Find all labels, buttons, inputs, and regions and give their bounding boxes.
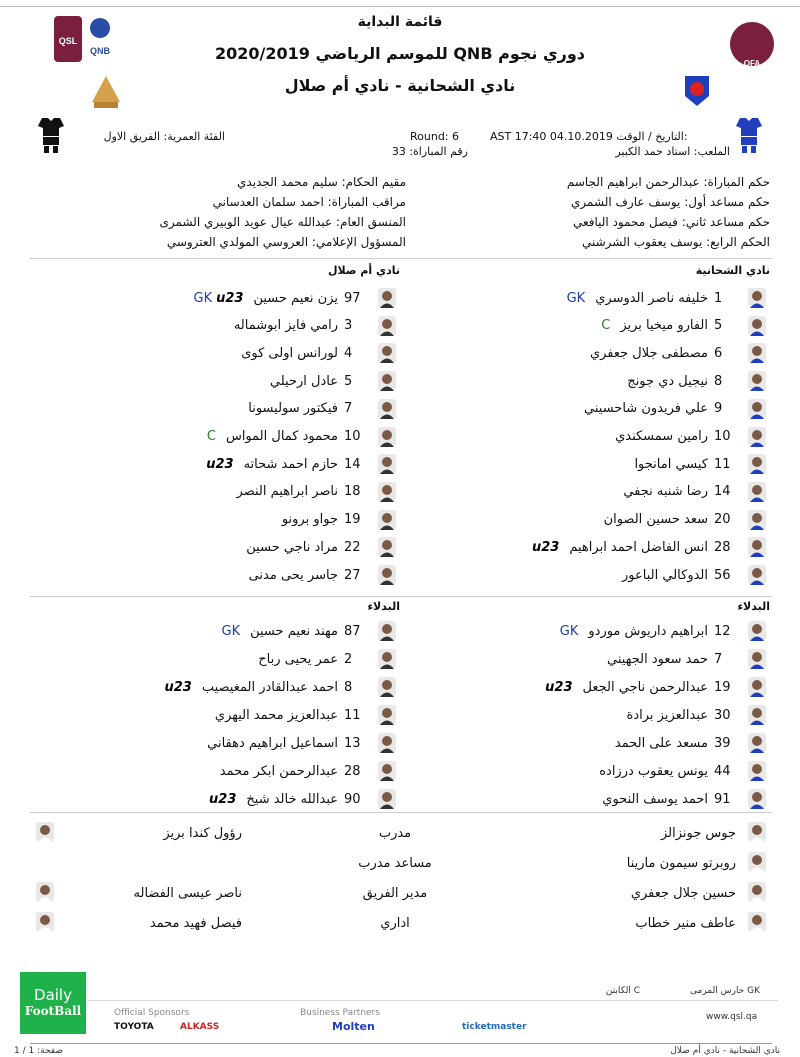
staff-role: مدرب (378, 826, 412, 841)
player-name: عبدالعزيز برادة (626, 707, 708, 723)
player-name: يونس يعقوب درزاده (599, 763, 708, 779)
player-photo (748, 371, 766, 391)
gk-tag: GK (559, 623, 579, 639)
player-photo (748, 288, 766, 308)
home-kit-icon (736, 116, 762, 154)
home-staff-name: روبرتو سيمون مارينا (626, 856, 736, 871)
player-row (601, 649, 766, 669)
player-name: احمد عبدالقادر المغيصيب (201, 679, 338, 695)
player-photo (378, 677, 396, 697)
away-staff-name: ناصر عيسى الفضاله (133, 886, 242, 901)
player-name: اسماعيل ابراهيم دهقاني (207, 735, 338, 751)
player-number: 19 (714, 679, 731, 695)
player-number: 90 (344, 791, 361, 807)
u23-tag: u23 (164, 679, 192, 695)
player-name: ناصر ابراهيم النصر (236, 484, 338, 500)
home-staff-name: جوس جونزالز (660, 826, 736, 841)
home-subs-header: البدلاء (737, 600, 770, 613)
player-photo (378, 288, 396, 308)
player-name: رامي فايز ابوشماله (233, 318, 338, 334)
player-number: 44 (714, 763, 731, 779)
player-number: 7 (714, 651, 723, 667)
home-team-header: نادي الشحانية (695, 264, 770, 277)
player-name: مصطفى جلال جعفري (589, 345, 708, 361)
staff-photo (748, 852, 766, 872)
home-staff-name: حسين جلال جعفري (630, 886, 736, 901)
player-name: عبدالعزيز محمد اليهري (214, 707, 338, 723)
player-photo (378, 510, 396, 530)
match-number: رقم المباراة: 33 (391, 145, 468, 158)
player-row (209, 705, 396, 725)
player-number: 27 (344, 567, 361, 583)
staff-photo (36, 822, 54, 842)
match-title: نادي الشحانية - نادي أم صلال (284, 76, 516, 95)
player-photo (748, 482, 766, 502)
player-name: الدوكالي الباعور (622, 567, 708, 583)
gk-tag: GK (221, 623, 241, 639)
player-name: فيكتور سوليسونا (248, 401, 338, 417)
stadium: الملعب: استاد حمد الكبير (615, 145, 730, 158)
player-row (276, 510, 396, 530)
player-photo (378, 399, 396, 419)
player-number: 10 (714, 429, 731, 444)
u23-tag: u23 (532, 539, 560, 555)
player-number: 91 (714, 791, 731, 807)
player-row (621, 371, 766, 391)
player-number: 20 (714, 512, 731, 528)
player-photo (378, 482, 396, 502)
player-photo (378, 565, 396, 585)
player-photo (748, 705, 766, 725)
player-name: حازم احمد شحاته (243, 456, 338, 472)
player-row (214, 761, 396, 781)
staff-role: مدير الفريق (362, 886, 428, 901)
match-commissioner: مراقب المباراة: احمد سلمان العدساني (212, 195, 406, 209)
gk-tag: GK (566, 290, 586, 306)
player-row (532, 537, 766, 557)
player-number: 13 (344, 735, 361, 751)
player-row (231, 482, 396, 502)
player-photo (748, 649, 766, 669)
player-name: جاسر يحى مدنى (248, 567, 338, 583)
player-name: عبدالله خالد شيخ (246, 791, 338, 807)
player-row (545, 677, 766, 697)
player-name: عبدالرحمن ابكر محمد (219, 763, 338, 779)
divider (30, 596, 772, 597)
player-number: 11 (344, 707, 361, 723)
player-number: 3 (344, 318, 353, 334)
divider (30, 812, 772, 813)
player-name: رامين سمسكندي (615, 429, 708, 444)
u23-tag: u23 (209, 791, 237, 807)
player-row (164, 677, 396, 697)
player-name: علي فريدون شاحسيني (584, 401, 708, 417)
player-number: 8 (344, 679, 353, 695)
staff-photo (748, 882, 766, 902)
player-row (617, 482, 766, 502)
player-number: 30 (714, 707, 731, 723)
player-photo (378, 621, 396, 641)
player-number: 22 (344, 539, 361, 555)
player-row (235, 343, 396, 363)
player-row (609, 427, 766, 447)
player-row (209, 789, 396, 809)
legend-gk: GK حارس المرمى (690, 986, 760, 996)
match-datetime: AST 17:40 04.10.2019 التاريخ / الوقت: (490, 130, 688, 143)
staff-photo (748, 912, 766, 932)
player-photo (748, 510, 766, 530)
home-staff-name: عاطف منير خطاب (635, 916, 736, 931)
away-subs-header: البدلاء (367, 600, 400, 613)
away-kit-icon (38, 116, 64, 154)
player-number: 87 (344, 623, 361, 639)
player-row (240, 537, 396, 557)
footer-divider (88, 1000, 778, 1001)
player-row (243, 565, 396, 585)
player-name: احمد يوسف النحوي (602, 791, 708, 807)
player-photo (748, 789, 766, 809)
sponsor-ticketmaster: ticketmaster (462, 1022, 527, 1032)
away-staff-name: رؤول كندا بريز (163, 826, 242, 841)
player-photo (378, 371, 396, 391)
away-staff-name: فيصل فهيد محمد (149, 916, 242, 931)
player-name: مهند نعيم حسين (250, 623, 338, 639)
player-number: 14 (344, 456, 361, 472)
player-name: كيسي امانجوا (634, 456, 708, 472)
player-row (628, 454, 766, 474)
player-name: انس الفاضل احمد ابراهيم (569, 539, 708, 555)
player-number: 14 (714, 484, 731, 500)
player-name: الفارو ميخيا بريز (620, 318, 708, 334)
business-partners-label: Business Partners (300, 1008, 380, 1018)
player-name: نيجيل دي جونج (627, 373, 708, 389)
player-number: 5 (714, 318, 723, 334)
u23-tag: u23 (206, 456, 234, 472)
player-row (601, 316, 766, 336)
player-number: 56 (714, 567, 731, 583)
staff-role: مساعد مدرب (358, 856, 432, 871)
watermark-logo (20, 972, 86, 1034)
player-number: 39 (714, 735, 731, 751)
document-title: قائمة البداية (357, 14, 443, 30)
svg-text:QNB: QNB (90, 46, 110, 56)
player-number: 5 (344, 373, 353, 389)
player-row (598, 510, 766, 530)
player-row (207, 427, 396, 447)
player-number: 2 (344, 651, 353, 667)
fourth-official: الحكم الرابع: يوسف يعقوب الشرشني (581, 235, 770, 249)
player-name: محمود كمال المواس (225, 429, 338, 444)
divider (30, 258, 772, 259)
watermark-line2: FootBall (24, 1004, 82, 1018)
player-row (596, 789, 766, 809)
player-number: 8 (714, 373, 723, 389)
assistant-referee-1: حكم مساعد أول: يوسف عارف الشمري (571, 195, 770, 209)
svg-text:QSL: QSL (58, 36, 78, 46)
player-row (593, 761, 766, 781)
player-photo (748, 761, 766, 781)
player-name: عبدالرحمن ناجي الجعل (582, 679, 708, 695)
player-photo (748, 316, 766, 336)
player-photo (748, 677, 766, 697)
referee: حكم المباراة: عبدالرحمن ابراهيم الجاسم (566, 175, 770, 189)
player-photo (378, 316, 396, 336)
page-number: صفحة: 1 / 1 (14, 1046, 63, 1056)
player-photo (378, 537, 396, 557)
player-name: خليفه ناصر الدوسري (595, 290, 708, 306)
gk-tag: GK (193, 290, 213, 306)
player-row (194, 288, 397, 308)
player-photo (748, 565, 766, 585)
general-coordinator: المنسق العام: عبدالله عيال عويد الوبيري الشمرى (159, 215, 406, 229)
sponsor-toyota: TOYOTA (114, 1022, 154, 1032)
player-number: 28 (344, 763, 361, 779)
player-row (616, 565, 766, 585)
player-name: ابراهيم داريوش موردو (588, 623, 708, 639)
player-number: 9 (714, 401, 723, 417)
website[interactable]: www.qsl.qa (706, 1012, 758, 1022)
player-name: عمر يحيى رباح (258, 651, 338, 667)
player-number: 6 (714, 345, 723, 361)
top-strip (0, 0, 800, 7)
player-name: مراد ناجي حسين (246, 539, 338, 555)
player-row (609, 733, 766, 753)
player-row (242, 399, 396, 419)
away-team-header: نادي أم صلال (327, 264, 400, 277)
player-photo (748, 343, 766, 363)
svg-text:QFA: QFA (743, 59, 761, 68)
sponsor-molten: Molten (332, 1020, 375, 1033)
player-number: 28 (714, 539, 731, 555)
player-name: يزن نعيم حسين (253, 290, 338, 306)
staff-photo (36, 882, 54, 902)
player-number: 4 (344, 345, 353, 361)
watermark-line1: Daily (34, 986, 72, 1004)
player-photo (748, 733, 766, 753)
referee-assessor: مقيم الحكام: سليم محمد الجديدي (237, 175, 406, 189)
player-row (560, 621, 766, 641)
player-photo (748, 537, 766, 557)
player-photo (378, 789, 396, 809)
player-number: 10 (344, 429, 361, 444)
player-number: 97 (344, 290, 361, 306)
player-name: رضا شنبه نجفي (623, 484, 708, 500)
player-row (206, 454, 396, 474)
player-name: عادل ارحيلي (269, 373, 338, 389)
player-photo (748, 399, 766, 419)
official-sponsors-label: Official Sponsors (114, 1008, 190, 1018)
player-photo (748, 427, 766, 447)
staff-photo (748, 822, 766, 842)
player-row (578, 399, 766, 419)
footer-match: نادي الشحانية - نادي أم صلال (670, 1046, 780, 1056)
player-row (584, 343, 766, 363)
player-row (252, 649, 396, 669)
legend-captain: C الكابتن (605, 986, 640, 996)
player-name: سعد حسين الصوان (603, 512, 708, 528)
player-row (222, 621, 397, 641)
league-title: دوري نجوم QNB للموسم الرياضي 2020/2019 (215, 44, 585, 63)
player-photo (378, 649, 396, 669)
player-photo (378, 343, 396, 363)
sponsor-alkass: ALKASS (180, 1022, 220, 1032)
staff-role: اداري (380, 916, 410, 931)
player-photo (748, 621, 766, 641)
player-number: 1 (714, 290, 723, 306)
player-photo (378, 705, 396, 725)
assistant-referee-2: حكم مساعد ثاني: فيصل محمود اليافعي (572, 215, 770, 229)
player-name: لورانس اولى كوى (241, 345, 338, 361)
age-category: الفئة العمرية: الفريق الاول (103, 130, 225, 143)
staff-photo (36, 912, 54, 932)
captain-tag: C (601, 318, 611, 334)
officials-right (440, 172, 770, 252)
officials-left (80, 172, 406, 252)
player-number: 12 (714, 623, 731, 639)
media-officer: المسؤول الإعلامي: العروسي المولدي العتروسي (166, 235, 406, 249)
player-name: جواو برونو (281, 512, 338, 528)
round: Round: 6 (410, 130, 460, 143)
player-row (228, 316, 396, 336)
u23-tag: u23 (216, 290, 244, 306)
player-number: 7 (344, 401, 353, 417)
player-row (201, 733, 396, 753)
player-photo (378, 761, 396, 781)
captain-tag: C (206, 429, 216, 444)
player-name: مسعد على الحمد (614, 735, 708, 751)
player-row (264, 371, 396, 391)
player-photo (378, 733, 396, 753)
player-photo (378, 427, 396, 447)
player-photo (748, 454, 766, 474)
player-row (621, 705, 766, 725)
player-photo (378, 454, 396, 474)
player-row (567, 288, 766, 308)
footer-rule (30, 1043, 772, 1044)
player-number: 11 (714, 456, 731, 472)
player-number: 18 (344, 484, 361, 500)
player-number: 19 (344, 512, 361, 528)
u23-tag: u23 (545, 679, 573, 695)
player-name: حمد سعود الجهيني (607, 651, 708, 667)
